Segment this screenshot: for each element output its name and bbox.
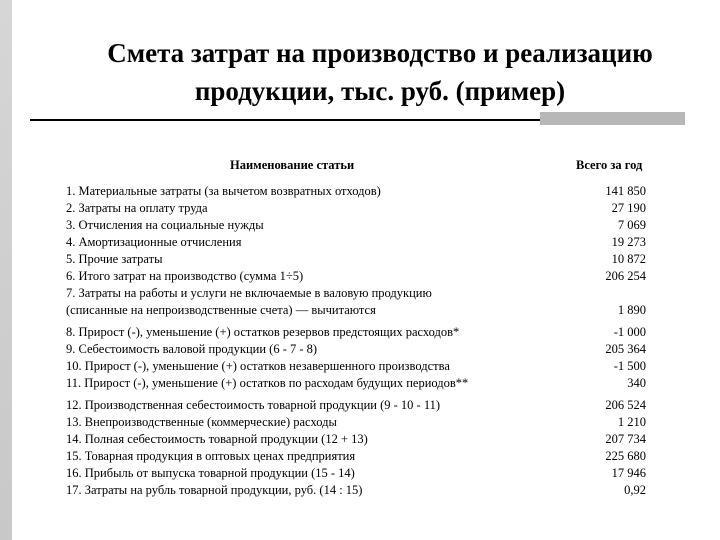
row-value: -1 000 [613,325,646,339]
title-divider-line [30,119,540,121]
table-row [66,375,646,392]
row-label: 15. Товарная продукция в оптовых ценах предприятия [66,449,356,463]
row-label [66,285,576,319]
row-label: 10. Прирост (-), уменьшение (+) остатков незавершенного производства [66,359,450,373]
row-value: 19 273 [611,235,646,249]
row-label: 5. Прочие затраты [66,252,163,266]
title-line-2: продукции, тыс. руб. (пример) [194,76,566,106]
table-row [66,482,646,499]
row-value: 1 210 [617,415,646,429]
row-label: 12. Производственная себестоимость товарной продукции (9 - 10 - 11) [66,398,441,412]
table-row [66,324,646,341]
column-header-name: Наименование статьи [230,158,355,172]
row-label: 2. Затраты на оплату труда [66,201,208,215]
row-value: 10 872 [611,252,646,266]
table-row [66,358,646,375]
row-value: 206 524 [605,398,646,412]
row-value: 207 734 [605,432,646,446]
title-divider-block [540,112,685,125]
table-row [66,397,646,414]
row-value: 7 069 [617,218,646,232]
row-value: 17 946 [611,466,646,480]
row-label: 4. Амортизационные отчисления [66,235,242,249]
table-row [66,234,646,251]
row-label: 13. Внепроизводственные (коммерческие) расходы [66,415,337,429]
left-decorative-bar [0,0,12,540]
slide-title [60,34,700,110]
row-label: 11. Прирост (-), уменьшение (+) остатков по расходам будущих периодов** [66,376,469,390]
row-label: 14. Полная себестоимость товарной продукции (12 + 13) [66,432,368,446]
row-value: 1 890 [617,303,646,317]
title-line-1: Смета затрат на производство и реализацию [107,38,653,68]
row-value: 225 680 [605,449,646,463]
row-value: 27 190 [611,201,646,215]
table-row [66,251,646,268]
row-label: 9. Себестоимость валовой продукции (6 - 7 - 8) [66,342,318,356]
row-value: 340 [627,376,646,390]
row-label-line-2: (списанные на непроизводственные счета) — вычитаются [66,303,376,317]
table-row [66,285,646,319]
cost-estimate-table [66,183,646,499]
row-label: 3. Отчисления на социальные нужды [66,218,264,232]
table-row [66,448,646,465]
table-row [66,200,646,217]
row-value: 206 254 [605,269,646,283]
row-label-line-1: 7. Затраты на работы и услуги не включаемые в валовую продукцию [66,286,432,300]
row-label: 1. Материальные затраты (за вычетом возвратных отходов) [66,184,381,198]
row-label: 16. Прибыль от выпуска товарной продукции (15 - 14) [66,466,355,480]
row-value: -1 500 [613,359,646,373]
table-row [66,183,646,200]
table-row [66,217,646,234]
row-value: 141 850 [605,184,646,198]
column-header-total: Всего за год [576,158,643,172]
table-row [66,414,646,431]
table-row [66,341,646,358]
table-row [66,268,646,285]
row-label: 8. Прирост (-), уменьшение (+) остатков резервов предстоящих расходов* [66,325,460,339]
row-label: 6. Итого затрат на производство (сумма 1÷5) [66,269,304,283]
row-value: 205 364 [605,342,646,356]
row-label: 17. Затраты на рубль товарной продукции, руб. (14 : 15) [66,483,363,497]
row-value: 0,92 [624,483,646,497]
table-row [66,431,646,448]
table-row [66,465,646,482]
